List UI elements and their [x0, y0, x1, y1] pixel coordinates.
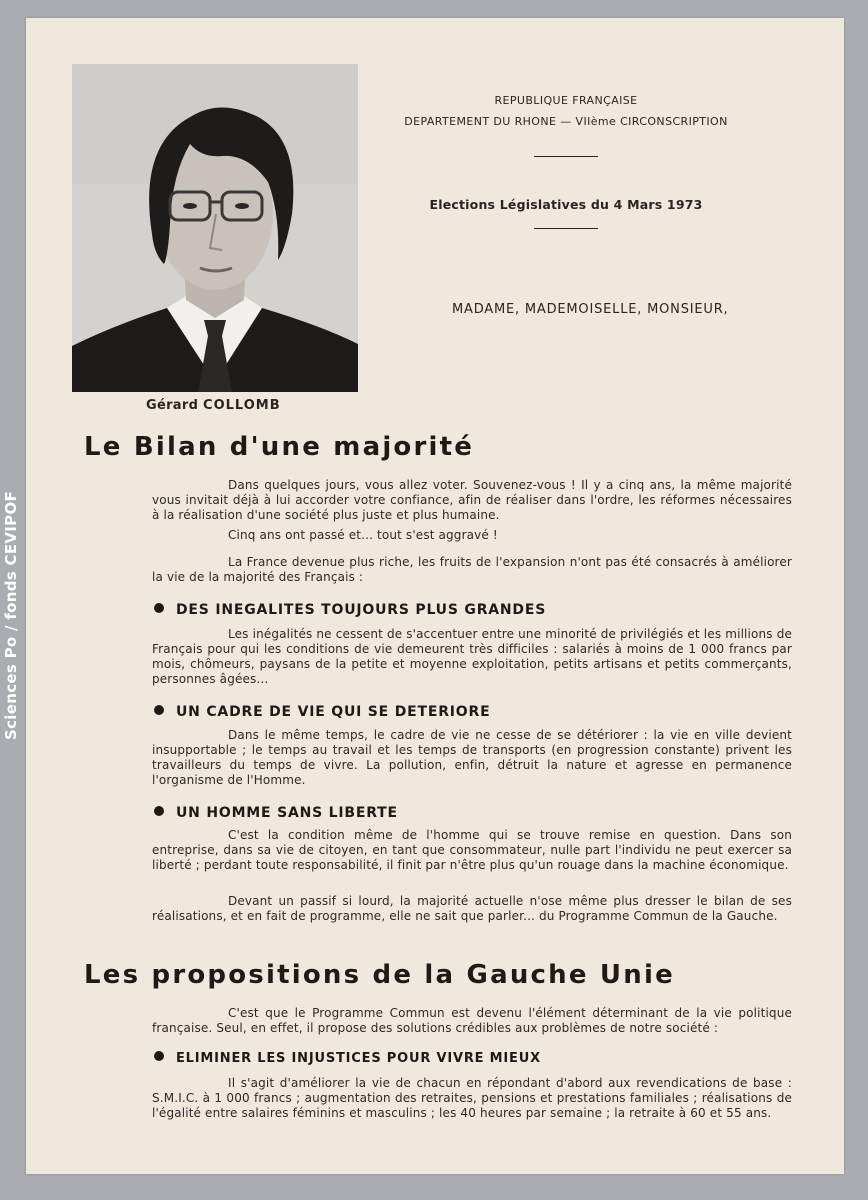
point-title: UN HOMME SANS LIBERTE [154, 805, 398, 821]
candidate-caption [146, 398, 281, 413]
paragraph: C'est la condition même de l'homme qui se trouve remise en question. Dans son entreprise, dans sa vie de citoyen, en tant que consommateur, nulle part l'individu ne peut exercer sa liberté ; perdant toute responsabilité, il finit par n'être plus qu'un rouage dans la machine économique. [152, 828, 792, 872]
bullet-icon [154, 1051, 164, 1061]
archive-side-label: Sciences Po / fonds CEVIPOF [2, 490, 20, 740]
republic-line: REPUBLIQUE FRANÇAISE [494, 94, 638, 107]
bullet-icon [154, 806, 164, 816]
paragraph: C'est que le Programme Commun est devenu l'élément déterminant de la vie politique française. Seul, en effet, il propose des solutions crédibles aux problèmes de notre société : [152, 1006, 792, 1035]
bullet-icon [154, 603, 164, 613]
paragraph: La France devenue plus riche, les fruits de l'expansion n'ont pas été consacrés à améliorer la vie de la majorité des Français : [152, 555, 792, 584]
letterhead [376, 94, 756, 229]
candidate-first-name: Gérard [146, 398, 199, 413]
portrait-illustration [72, 64, 358, 392]
paragraph: Cinq ans ont passé et... tout s'est aggravé ! [228, 528, 498, 542]
divider [534, 228, 598, 229]
paragraph: Devant un passif si lourd, la majorité actuelle n'ose même plus dresser le bilan de ses réalisations, et en fait de programme, elle ne sait que parler... du Programme Commun de la Gauche. [152, 894, 792, 923]
point-title: ELIMINER LES INJUSTICES POUR VIVRE MIEUX [154, 1051, 541, 1066]
section-heading-propositions: Les propositions de la Gauche Unie [84, 960, 675, 990]
section-heading-bilan: Le Bilan d'une majorité [84, 432, 475, 462]
bullet-icon [154, 705, 164, 715]
candidate-surname: COLLOMB [203, 398, 281, 413]
department-line: DEPARTEMENT DU RHONE — VIIème CIRCONSCRIPTION [404, 115, 728, 128]
paragraph: Il s'agit d'améliorer la vie de chacun en répondant d'abord aux revendications de base : S.M.I.C. à 1 000 francs ; augmentation des retraites, pensions et prestations familiales ; réalisations de l'égalité entre salaires féminins et masculins ; les 40 heures par semaine ; la retraite à 60 et 55 ans. [152, 1076, 792, 1120]
election-date: Elections Législatives du 4 Mars 1973 [429, 197, 703, 212]
point-title: UN CADRE DE VIE QUI SE DETERIORE [154, 704, 490, 720]
candidate-photo [72, 64, 358, 392]
paragraph: Dans quelques jours, vous allez voter. Souvenez-vous ! Il y a cinq ans, la même majorité vous invitait déjà à lui accorder votre confiance, afin de réaliser dans l'ordre, les réformes nécessaires à la réalisation d'une société plus juste et plus humaine. [152, 478, 792, 522]
leaflet-page [26, 18, 844, 1174]
paragraph: Les inégalités ne cessent de s'accentuer entre une minorité de privilégiés et les millions de Français pour qui les conditions de vie demeurent très difficiles : salariés à moins de 1 000 francs par mois, chômeurs, paysans de la petite et moyenne exploitation, petits artisans et petits commerçants, personnes âgées... [152, 627, 792, 686]
salutation: MADAME, MADEMOISELLE, MONSIEUR, [452, 302, 729, 317]
paragraph: Dans le même temps, le cadre de vie ne cesse de se détériorer : la vie en ville devient insupportable ; le temps au travail et les temps de transports (en progression constante) privent les travailleurs du temps de vivre. La pollution, enfin, détruit la nature et agresse en permanence l'organisme de l'Homme. [152, 728, 792, 787]
point-title: DES INEGALITES TOUJOURS PLUS GRANDES [154, 602, 546, 618]
